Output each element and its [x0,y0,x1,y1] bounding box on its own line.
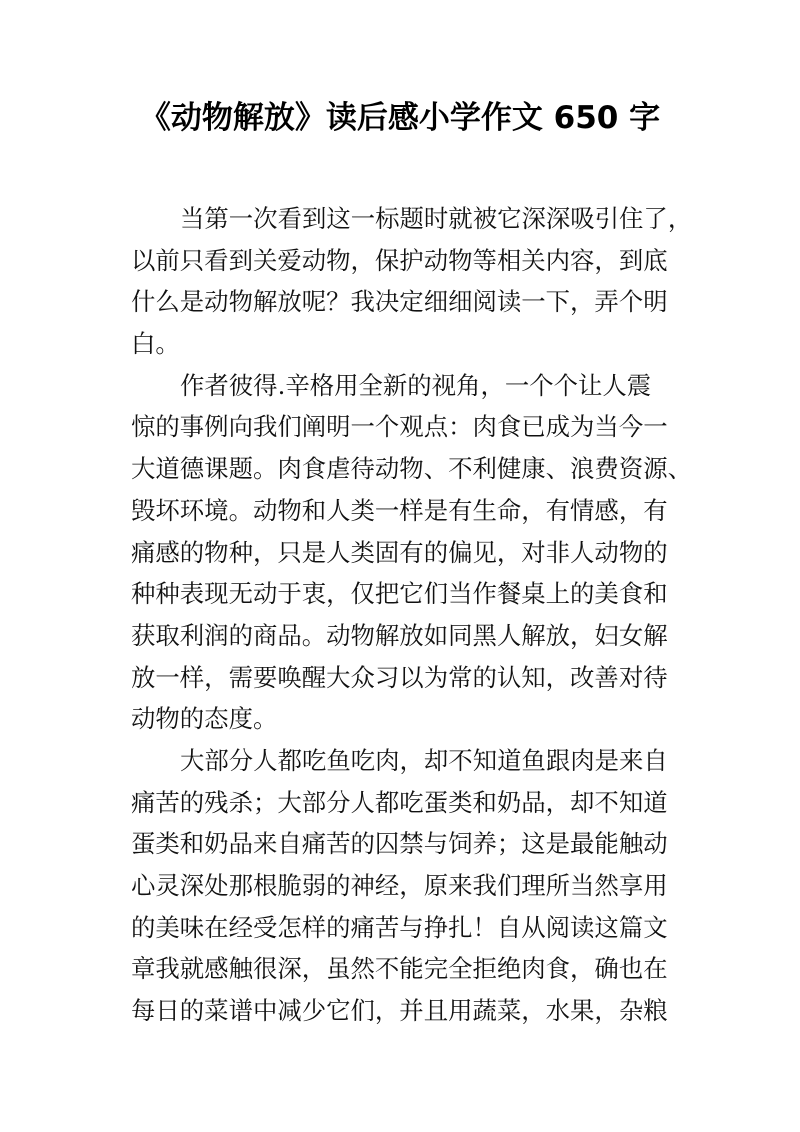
text-line: 白。 [131,329,180,359]
text-line: 心灵深处那根脆弱的神经，原来我们理所当然享用 [131,871,668,900]
text-line: 每日的菜谱中减少它们，并且用蔬菜，水果，杂粮 [131,996,668,1026]
text-line: 章我就感触很深，虽然不能完全拒绝肉食，确也在 [131,954,668,984]
text-line: 毁坏环境。动物和人类一样是有生命，有情感，有 [131,495,668,525]
text-line: 蛋类和奶品来自痛苦的囚禁与饲养；这是最能触动 [131,829,668,859]
paragraph-2 [131,365,692,740]
text-line: 的美味在经受怎样的痛苦与挣扎！自从阅读这篇文 [131,912,668,942]
text-line: 大部分人都吃鱼吃肉，却不知道鱼跟肉是来自 [180,745,668,775]
text-line: 放一样，需要唤醒大众习以为常的认知，改善对待 [131,662,668,692]
text-line: 痛苦的残杀；大部分人都吃蛋类和奶品，却不知道 [131,787,668,817]
paragraph-1 [131,198,693,365]
text-line: 种种表现无动于衷，仅把它们当作餐桌上的美食和 [131,579,668,609]
text-line: 大道德课题。肉食虐待动物、不利健康、浪费资源、 [131,454,692,484]
text-line: 以前只看到关爱动物，保护动物等相关内容，到底 [131,245,668,275]
text-line: 痛感的物种，只是人类固有的偏见，对非人动物的 [131,537,668,567]
document-body [131,198,693,1032]
text-line: 动物的态度。 [131,704,278,734]
document-title: 《动物解放》读后感小学作文 650 字 [139,100,661,136]
text-line: 获取利润的商品。动物解放如同黑人解放，妇女解 [131,620,668,650]
paragraph-3 [131,740,671,1032]
text-line: 作者彼得.辛格用全新的视角，一个个让人震 [180,370,652,400]
text-line: 什么是动物解放呢？我决定细细阅读一下，弄个明 [131,287,668,317]
text-line: 惊的事例向我们阐明一个观点：肉食已成为当今一 [131,412,668,442]
text-line: 当第一次看到这一标题时就被它深深吸引住了， [180,204,693,233]
